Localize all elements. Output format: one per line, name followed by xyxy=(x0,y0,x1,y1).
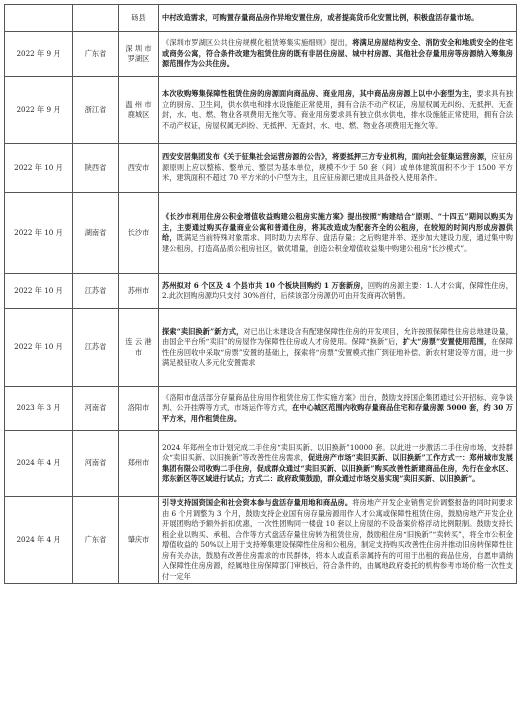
text-segment: 《洛阳市盘活部分存量商品住房用作租赁住房工作实施方案》出台，鼓励支持国企集团通过公开招标、竞争谈判、公开挂牌等方式，市场运作等方式， xyxy=(162,392,513,413)
table-row xyxy=(5,32,517,77)
province-cell xyxy=(73,5,119,32)
text-segment: 《深圳市罗湖区公共住房规模化租赁筹集实施细则》提出， xyxy=(162,38,353,48)
province-cell: 浙江省 xyxy=(73,77,119,144)
text-segment: 应征房源原则上应以整栋、整单元、整层为基本单位，规模不少于 50 套（间）或单体建筑面积不少于 1500 平方米，建筑面积不超过 70 平方米的小户型为主，且应征房源已建成且具备投入使用条件。 xyxy=(162,152,513,183)
text-segment: 2024 年郑州全市计划完成二手住房“卖旧买新、以旧换新”10000 套。以此进一步激活二手住房市场，支持群众“卖旧买新、以旧换新”等改善性住房需求， xyxy=(162,442,513,462)
table-row xyxy=(5,193,517,274)
text-segment: 既满足当前特殊对象需求、同时助力去库存、盘活存量；之后购建并举、逐步加大建设力度，通过集中购建公租房，打造高品质公租房社区，做优增量，创造公积金增值收益集中购建公租房“长沙模式”。 xyxy=(162,233,513,253)
policy-description-cell xyxy=(159,431,517,497)
bold-text-segment: 探索“卖旧换新”新方式， xyxy=(162,326,244,336)
province-cell: 陕西省 xyxy=(73,144,119,193)
date-cell xyxy=(5,5,73,32)
table-row xyxy=(5,77,517,144)
policy-description-cell xyxy=(159,274,517,309)
text-segment: 要求具有独立的厨房、卫生间，供水供电和排水设施能正常使用，拥有合法不动产权证，房屋权属无纠纷、无抵押、无查封，水、电、燃、物业各项费用无拖欠等。商业用房要求具有独立供水供电，排水设施能正常使用，拥有合法不动产权证，房屋权属无纠纷、无抵押、无查封，水、电、燃、物业各项费用无拖欠等。 xyxy=(162,89,513,130)
bold-text-segment: 本次收购筹集保障性租赁住房的房源面向商品房、商业用房，其中商品房房源上以中小套型为主， xyxy=(162,89,477,98)
city-cell: 郑州市 xyxy=(119,431,159,497)
bold-text-segment: 中村改造需求，可购置存量商品房作异地安置住房，或者提高货币化安置比例，积极盘活存量市场。 xyxy=(162,12,479,22)
date-cell: 2024 年 4 月 xyxy=(5,431,73,497)
table-row xyxy=(5,431,517,497)
policy-description-cell xyxy=(159,497,517,584)
bold-text-segment: 将满足房屋结构安全、消防安全和地质安全的住宅或商务公寓，符合条件改建为租赁住房的既有非居住房屋、城中村房源、其他社会存量用房等房源纳入筹集房源范围作为公共住房。 xyxy=(162,38,513,69)
policy-description-cell xyxy=(159,5,517,32)
city-cell: 洛阳市 xyxy=(119,387,159,431)
date-cell: 2022 年 10 月 xyxy=(5,193,73,274)
bold-text-segment: 促进房产市场“卖旧买新、以旧换新”工作方式一：郑州城市发展集团有限公司收购二手住房，促成群众通过“卖旧买新、以旧换新”购买改善性新建商品住房，先行在金水区、郑东新区等区域进行试点；方式二：政府政策鼓励，群众通过市场交易实现“卖旧买新、以旧换新”。 xyxy=(162,453,513,483)
province-cell: 广东省 xyxy=(73,32,119,77)
text-segment: 对已出让未建设含有配建保障性住房的开发项目，允许按照保障性住房总地建设量，由国企平台所“卖旧”的房屋作为保障性住房或人才房使用。保障“换新”后， xyxy=(162,326,513,346)
province-cell: 江苏省 xyxy=(73,274,119,309)
city-cell: 苏州市 xyxy=(119,274,159,309)
city-cell: 砀县 xyxy=(119,5,159,32)
table-row xyxy=(5,274,517,309)
province-cell: 河南省 xyxy=(73,431,119,497)
date-cell: 2023 年 3 月 xyxy=(5,387,73,431)
bold-text-segment: 扩大“房票”安置使用范围， xyxy=(402,337,492,346)
table-row xyxy=(5,497,517,584)
policy-description-cell xyxy=(159,309,517,387)
text-segment: 回购的房源主要：1.人才公寓，保障性住房，2.此次回购房源均只支付 30%首付，后续该部分房源仍可由开发商再次销售。 xyxy=(162,280,513,300)
bold-text-segment: 在中心城区范围内收购存量商品住宅和存量房源 5000 套，约 30 万平方米，用作租赁住房。 xyxy=(162,403,513,423)
city-cell: 连 云 港 市 xyxy=(119,309,159,387)
province-cell: 广东省 xyxy=(73,497,119,584)
bold-text-segment: 苏州拟对 6 个区及 4 个县市共 10 个板块回购约 1 万套新房， xyxy=(162,280,368,290)
table-row xyxy=(5,387,517,431)
province-cell: 江苏省 xyxy=(73,309,119,387)
date-cell: 2022 年 9 月 xyxy=(5,77,73,144)
date-cell: 2022 年 10 月 xyxy=(5,309,73,387)
policy-description-cell xyxy=(159,387,517,431)
date-cell: 2022 年 10 月 xyxy=(5,274,73,309)
policy-table-body xyxy=(5,5,517,584)
bold-text-segment: 西安安居集团发布《关于征集社会运营房源的公告》，将要抵押三方专业机构，面向社会征集运营房源， xyxy=(162,152,492,162)
policy-description-cell xyxy=(159,32,517,77)
city-cell: 长沙市 xyxy=(119,193,159,274)
policy-description-cell xyxy=(159,193,517,274)
date-cell: 2024 年 4 月 xyxy=(5,497,73,584)
province-cell: 湖南省 xyxy=(73,193,119,274)
policy-table xyxy=(4,4,517,584)
text-segment: 将房地产开发企业销售定价调整报备的同时间要求由 6 个月调整为 3 个月，鼓励支持企业国有房存量房源用作人才公寓或保障性租赁住房，鼓励房地产开发企业开展团购给予额外折扣优惠，一次性团购同一楼盘 10 套以上房屋的不设备案价格浮动比例限制。鼓励支持长租企业以购买、承租、合作等方式盘活存量住房转为租赁住房，鼓励租住房“旧换新”“卖转买”，将全市公积金增值收益的 50%以上用于支持筹集建设保障性住房和公租房，制定支持购买改善性住房并推动旧房转保障性住房有关办法，鼓励有改善住房需求的市民群体，将本人或直系亲属持有的可用于出租的商品住房，自愿申请纳入保障性住房房源，经属地住房保障部门审核后，符合条件的，由属地政府委托的机构参考市场价格一次性支付一定年 xyxy=(162,498,513,581)
policy-description-cell xyxy=(159,77,517,144)
province-cell: 河南省 xyxy=(73,387,119,431)
table-row xyxy=(5,309,517,387)
date-cell: 2022 年 10 月 xyxy=(5,144,73,193)
city-cell: 肇庆市 xyxy=(119,497,159,584)
date-cell: 2022 年 9 月 xyxy=(5,32,73,77)
table-row xyxy=(5,5,517,32)
city-cell: 深 圳 市 罗湖区 xyxy=(119,32,159,77)
bold-text-segment: 引导支持国资国企和社会资本参与盘活存量用地和商品房。 xyxy=(162,498,353,507)
policy-description-cell xyxy=(159,144,517,193)
bold-text-segment: 《长沙市利用住房公积金增值收益购建公租房实施方案》提出按照“购建结合”原则、“十四五”期间以购买为主，主要通过购买存量商业公寓和普通住房，将其改造成为配套齐全的公租房，在较短的时间内形成房源供给， xyxy=(162,212,513,242)
city-cell: 西安市 xyxy=(119,144,159,193)
city-cell: 温 州 市 鹿城区 xyxy=(119,77,159,144)
text-segment: 在保障性住房回收中采取“房票”安置的基础上，探索将“房票”安置模式推广到征地补偿、新农村建设等方面，进一步满足被征收人多元化安置需求 xyxy=(162,337,513,367)
table-row xyxy=(5,144,517,193)
